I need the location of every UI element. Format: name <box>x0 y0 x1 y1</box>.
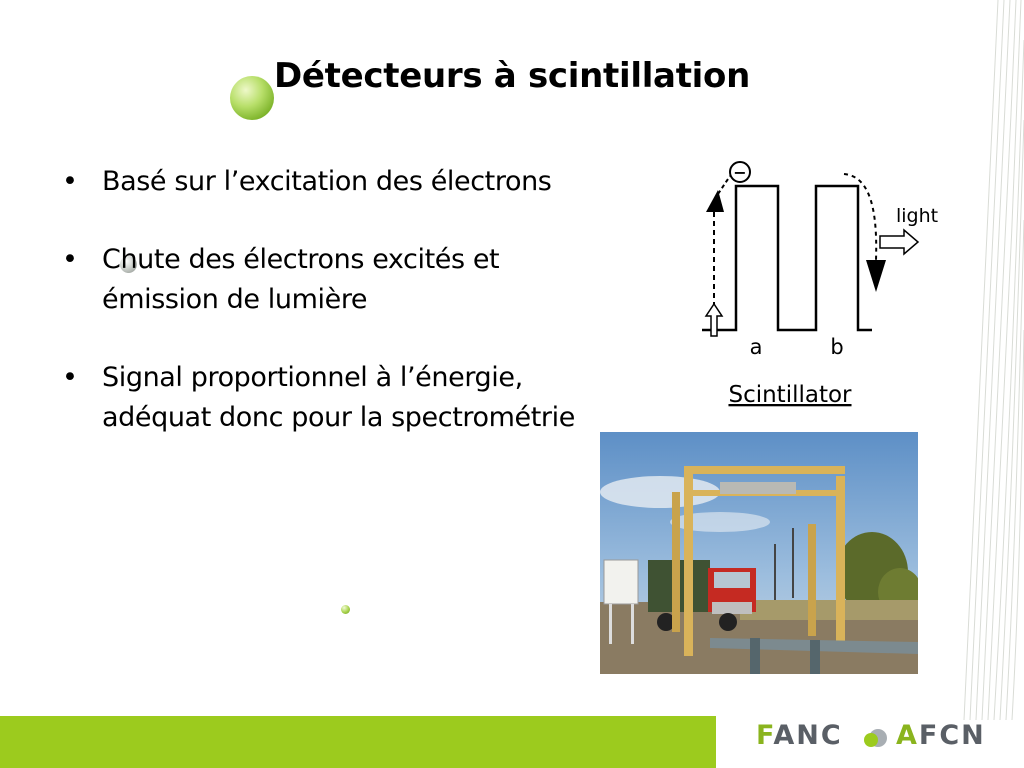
light-label: light <box>896 205 939 227</box>
bullet-item <box>62 240 622 320</box>
small-green-sphere-icon <box>341 605 350 614</box>
bullet-item <box>62 162 622 202</box>
logo-afcn-text <box>896 720 986 751</box>
bullet-text: Chute des électrons excités et émission de lumière <box>102 244 500 315</box>
down-arrow-icon <box>866 260 886 292</box>
portal-monitor-image <box>600 432 918 674</box>
logo-afcn-rest: FCN <box>918 720 986 751</box>
slide-title: Détecteurs à scintillation <box>274 56 750 96</box>
up-arrow-icon <box>706 190 724 212</box>
logo-fanc-first: F <box>756 720 774 751</box>
light-arrow-icon <box>880 230 918 254</box>
scintillator-diagram <box>696 140 956 412</box>
bullet-icon: • <box>62 362 78 393</box>
level-b-label: b <box>830 335 844 359</box>
bullet-text: Signal proportionnel à l’énergie, adéquat donc pour la spectrométrie <box>102 362 575 433</box>
energy-levels <box>702 186 872 330</box>
logo-afcn-first: A <box>896 720 919 751</box>
footer-bar <box>0 716 716 768</box>
bullet-icon: • <box>62 244 78 275</box>
logo-orb-icon <box>863 728 889 748</box>
bullet-text: Basé sur l’excitation des électrons <box>102 166 552 197</box>
portal-monitor-photo <box>600 432 918 674</box>
bullet-list <box>62 162 622 476</box>
logo-fanc-text <box>756 720 843 751</box>
logo-fanc-rest: ANC <box>773 720 843 751</box>
bullet-item <box>62 358 622 438</box>
scintillator-diagram-svg <box>696 140 956 412</box>
bullet-icon: • <box>62 166 78 197</box>
electron-symbol: − <box>733 163 747 182</box>
level-a-label: a <box>749 335 763 359</box>
diagram-caption: Scintillator <box>728 382 852 408</box>
fanc-afcn-logo <box>756 720 1006 756</box>
decorative-lines-icon <box>958 0 1024 720</box>
